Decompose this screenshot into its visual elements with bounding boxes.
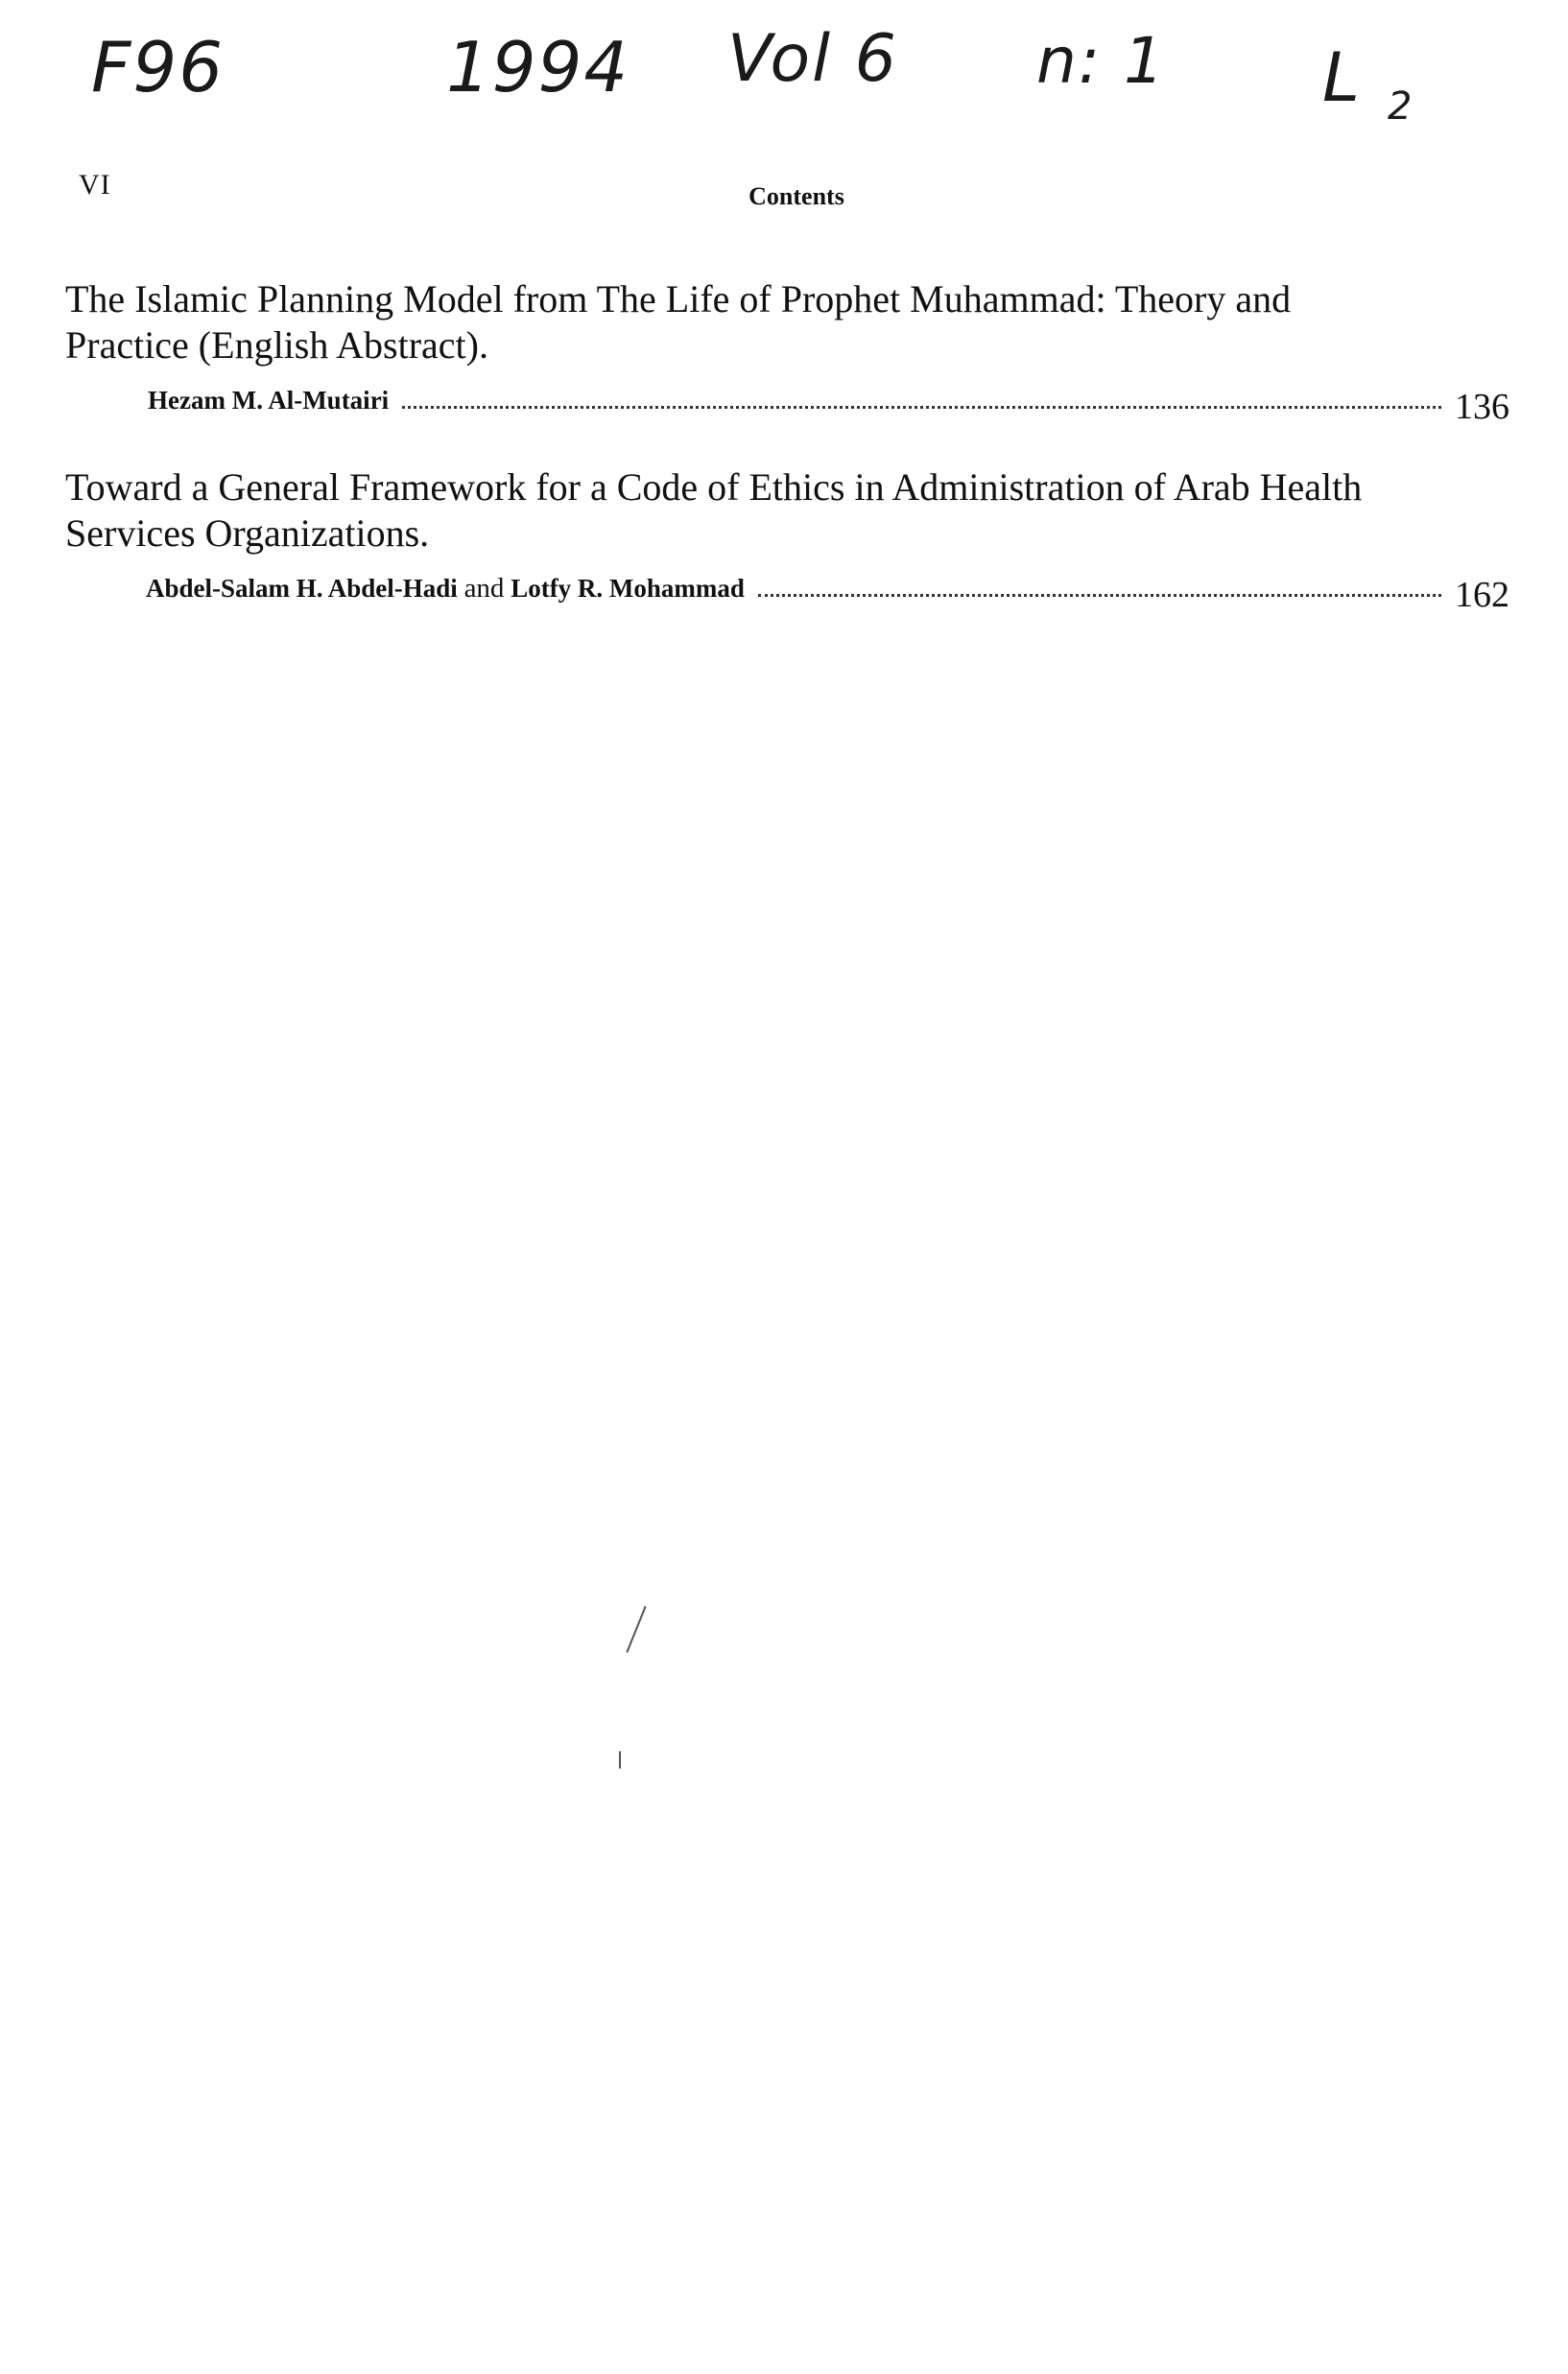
entry-meta [65, 564, 1509, 615]
handwritten-volume: Vol 6 [727, 21, 898, 97]
entry-authors [148, 386, 389, 415]
handwritten-note: F96 [91, 27, 226, 107]
entry-authors [146, 573, 745, 605]
author-name: Abdel-Salam H. Abdel-Hadi [146, 574, 458, 603]
dot-leader [402, 406, 1441, 409]
entry-page-number: 162 [1455, 575, 1509, 615]
handwritten-letter: L [1322, 38, 1362, 117]
entry-title: The Islamic Planning Model from The Life of Prophet Muhammad: Theory and Practice (English Abstract). [65, 277, 1292, 367]
page-title: Contents [748, 182, 844, 210]
handwritten-subscript: 2 [1388, 84, 1414, 129]
handwritten-number: n: 1 [1036, 24, 1167, 98]
entry-page-number: 136 [1455, 387, 1509, 427]
page-number: VI [79, 169, 111, 201]
toc-entry [65, 276, 1509, 427]
handwritten-year: 1994 [446, 27, 630, 107]
author-name: Lotfy R. Mohammad [511, 574, 745, 603]
author-name: Hezam M. Al-Mutairi [148, 386, 390, 415]
toc-entry [65, 464, 1509, 615]
entry-title: Toward a General Framework for a Code of Ethics in Administration of Arab Health Services Organizations. [65, 465, 1363, 555]
entry-meta [65, 376, 1509, 427]
table-of-contents [65, 276, 1509, 653]
dot-leader [758, 594, 1441, 597]
author-conjunction: and [463, 573, 505, 604]
scan-mark [619, 1751, 621, 1769]
scan-mark [626, 1606, 646, 1653]
